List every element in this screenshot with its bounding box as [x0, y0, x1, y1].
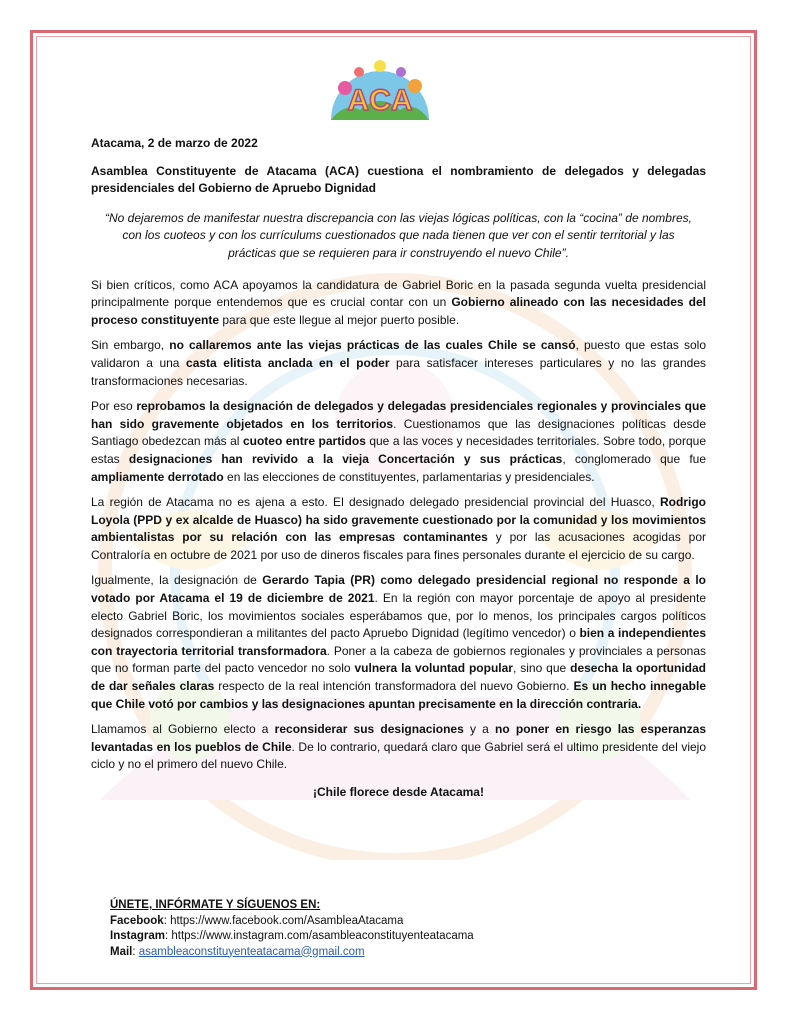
paragraph-2: Sin embargo, no callaremos ante las viejas prácticas de las cuales Chile se cansó, puesto que estas solo validaron a una casta elitista anclada en el poder para satisfacer intereses particulares y no las grandes transformaciones necesarias.	[91, 338, 707, 388]
paragraph-3: Por eso reprobamos la designación de delegados y delegadas presidenciales regionales y provinciales que han sido gravemente objetados en los territorios. Cuestionamos que las designaciones políticas desde Santiago obedezcan más al cuoteo entre partidos que a las voces y necesidades territoriales. Sobre todo, porque estas designaciones han revivido a la vieja Concertación y sus prácticas, conglomerado que fue ampliamente derrotado en las elecciones de constituyentes, parlamentarias y presidenciales.	[91, 399, 707, 484]
press-release-body	[91, 135, 706, 810]
email-link[interactable]: asambleaconstituyenteatacama@gmail.com	[138, 945, 365, 958]
contact-footer	[110, 898, 474, 960]
closing-slogan: ¡Chile florece desde Atacama!	[313, 785, 484, 799]
facebook-line: Facebook: https://www.facebook.com/AsambleaAtacama	[110, 914, 404, 927]
logo-text: ACA	[347, 84, 413, 117]
paragraph-1: Si bien críticos, como ACA apoyamos la candidatura de Gabriel Boric en la pasada segunda vuelta presidencial principalmente porque entendemos que es crucial contar con un Gobierno alineado con las necesidades del proceso constituyente para que este llegue al mejor puerto posible.	[91, 277, 706, 327]
paragraph-4: La región de Atacama no es ajena a esto. El designado delegado presidencial provincial del Huasco, Rodrigo Loyola (PPD y ex alcalde de Huasco) ha sido gravemente cuestionado por la comunidad y los movimientos ambientalistas por su relación con las empresas contaminantes y por las acusaciones acogidas por Contraloría en octubre de 2021 por uso de dineros fiscales para fines personales durante el ejercicio de su cargo.	[91, 495, 706, 562]
footer-title: ÚNETE, INFÓRMATE Y SÍGUENOS EN:	[110, 899, 321, 911]
paragraph-5: Igualmente, la designación de Gerardo Tapia (PR) como delegado presidencial regional no responde a lo votado por Atacama el 19 de diciembre de 2021. En la región con mayor porcentaje de apoyo al presidente electo Gabriel Boric, los movimientos sociales esperábamos que, por lo menos, los principales cargos políticos designados correspondieran a militantes del pacto Apruebo Dignidad (legítimo vencedor) o bien a independientes con trayectoria territorial transformadora. Poner a la cabeza de gobiernos regionales y provinciales a personas que no forman parte del pacto vencedor no solo vulnera la voluntad popular, sino que desecha la oportunidad de dar señales claras respecto de la real intención transformadora del nuevo Gobierno. Es un hecho innegable que Chile votó por cambios y las designaciones apuntan precisamente en la dirección contraria.	[91, 573, 707, 711]
date-line: Atacama, 2 de marzo de 2022	[91, 136, 258, 150]
aca-logo	[325, 52, 435, 122]
paragraph-6: Llamamos al Gobierno electo a reconsiderar sus designaciones y a no poner en riesgo las esperanzas levantadas en los pueblos de Chile. De lo contrario, quedará claro que Gabriel será el ultimo presidente del viejo ciclo y no el primero del nuevo Chile.	[91, 722, 706, 772]
headline: Asamblea Constituyente de Atacama (ACA) cuestiona el nombramiento de delegados y delegadas presidenciales del Gobierno de Apruebo Dignidad	[91, 163, 706, 196]
mail-line: Mail: asambleaconstituyenteatacama@gmail.com	[110, 945, 365, 958]
pull-quote: “No dejaremos de manifestar nuestra discrepancia con las viejas lógicas políticas, con la “cocina” de nombres, con los cuoteos y con los currículums cuestionados que nada tienen que ver con el sentir territorial y las prácticas que se requieren para ir construyendo el nuevo Chile”.	[105, 210, 692, 260]
instagram-line: Instagram: https://www.instagram.com/asambleaconstituyenteatacama	[110, 930, 474, 942]
